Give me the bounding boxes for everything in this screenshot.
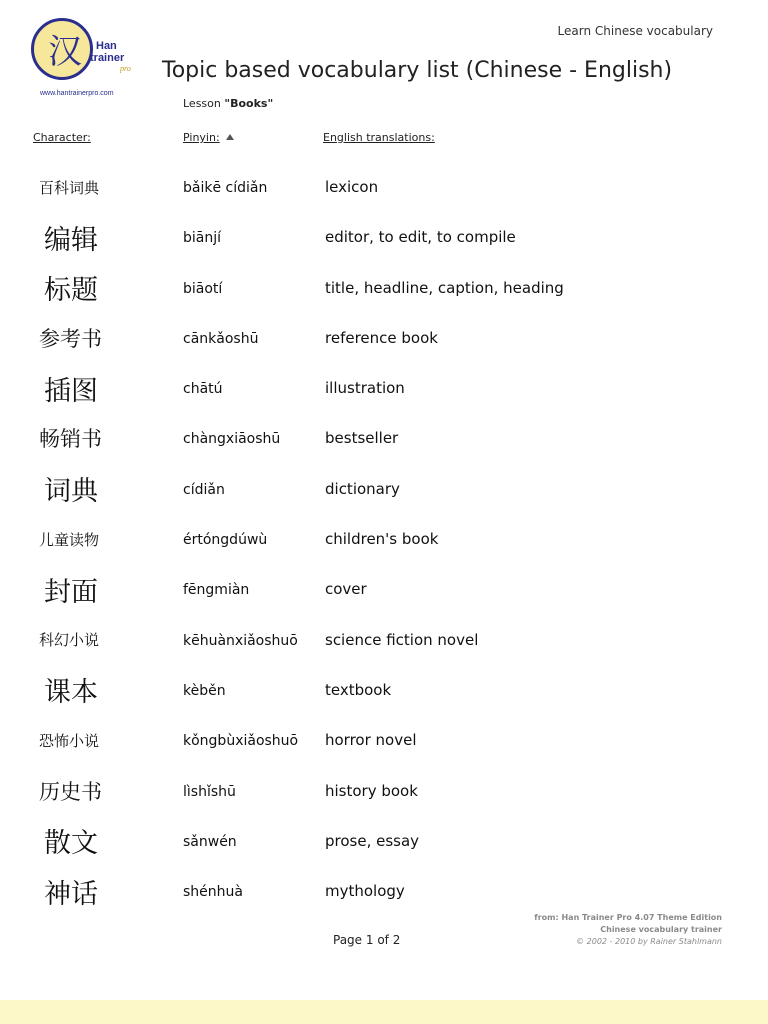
vocabulary-english: cover — [325, 580, 367, 599]
vocabulary-row — [0, 162, 768, 212]
vocabulary-pinyin: biānjí — [183, 230, 222, 247]
lesson-name: "Books" — [224, 97, 274, 110]
vocabulary-row — [0, 615, 768, 665]
vocabulary-pinyin: fēngmiàn — [183, 582, 250, 599]
vocabulary-pinyin: cānkǎoshū — [183, 330, 259, 347]
vocabulary-pinyin: bǎikē cídiǎn — [183, 180, 268, 196]
vocabulary-list — [0, 162, 768, 916]
vocabulary-row — [0, 363, 768, 413]
vocabulary-pinyin: shénhuà — [183, 884, 243, 901]
vocabulary-english: reference book — [325, 328, 438, 347]
column-header-english: English translations: — [323, 131, 435, 144]
vocabulary-row — [0, 715, 768, 765]
vocabulary-english: mythology — [325, 882, 405, 901]
logo-circle — [31, 18, 93, 80]
credit-line-copyright: © 2002 - 2010 by Rainer Stahlmann — [576, 937, 722, 946]
vocabulary-character: 词典 — [44, 476, 98, 508]
vocabulary-pinyin: chātú — [183, 381, 223, 398]
vocabulary-english: history book — [325, 781, 418, 800]
credit-line-source: from: Han Trainer Pro 4.07 Theme Edition — [534, 913, 722, 922]
lesson-prefix: Lesson — [183, 97, 225, 110]
credits — [534, 912, 722, 948]
vocabulary-character: 百科词典 — [39, 178, 100, 197]
credit-line-product: Chinese vocabulary trainer — [600, 925, 722, 934]
vocabulary-english: bestseller — [325, 429, 399, 448]
header-note: Learn Chinese vocabulary — [557, 24, 713, 38]
logo-text-trainer: trainer — [90, 52, 125, 64]
column-header-pinyin-label: Pinyin: — [183, 131, 220, 144]
vocabulary-row — [0, 413, 768, 463]
sort-ascending-icon — [226, 134, 234, 140]
logo-url: www.hantrainerpro.com — [40, 90, 114, 97]
column-header-pinyin — [183, 131, 234, 144]
vocabulary-character: 参考书 — [39, 326, 102, 351]
han-trainer-logo — [30, 18, 140, 102]
vocabulary-character: 儿童读物 — [39, 530, 100, 549]
vocabulary-english: title, headline, caption, heading — [325, 278, 564, 297]
logo-text-pro: pro — [120, 64, 131, 73]
vocabulary-pinyin: cídiǎn — [183, 481, 225, 498]
vocabulary-row — [0, 263, 768, 313]
vocabulary-row — [0, 866, 768, 916]
vocabulary-english: children's book — [325, 530, 439, 549]
bottom-band — [0, 1000, 768, 1024]
vocabulary-character: 插图 — [44, 375, 98, 407]
vocabulary-character: 科幻小说 — [39, 631, 100, 650]
column-header-character: Character: — [33, 131, 91, 144]
vocabulary-row — [0, 564, 768, 614]
vocabulary-english: illustration — [325, 379, 405, 398]
vocabulary-pinyin: kǒngbùxiǎoshuō — [183, 733, 299, 750]
vocabulary-character: 历史书 — [39, 779, 102, 804]
vocabulary-english: dictionary — [325, 479, 400, 498]
vocabulary-row — [0, 464, 768, 514]
vocabulary-row — [0, 665, 768, 715]
vocabulary-pinyin: értóngdúwù — [183, 532, 268, 549]
vocabulary-character: 恐怖小说 — [39, 731, 100, 750]
vocabulary-pinyin: sǎnwén — [183, 833, 237, 850]
lesson-label — [183, 97, 273, 110]
vocabulary-character: 畅销书 — [39, 427, 102, 452]
vocabulary-english: editor, to edit, to compile — [325, 228, 516, 247]
logo-text-han: Han — [96, 40, 117, 52]
page-number: Page 1 of 2 — [333, 933, 401, 947]
vocabulary-pinyin: lìshǐshū — [183, 783, 236, 800]
vocabulary-character: 标题 — [44, 275, 98, 307]
vocabulary-character: 封面 — [44, 576, 98, 608]
vocabulary-english: horror novel — [325, 731, 417, 750]
page-title: Topic based vocabulary list (Chinese - English) — [162, 58, 673, 83]
vocabulary-row — [0, 514, 768, 564]
vocabulary-english: textbook — [325, 680, 392, 699]
vocabulary-row — [0, 313, 768, 363]
vocabulary-character: 编辑 — [44, 224, 98, 256]
vocabulary-character: 散文 — [44, 828, 98, 860]
vocabulary-english: science fiction novel — [325, 630, 479, 649]
vocabulary-pinyin: biāotí — [183, 280, 223, 297]
vocabulary-pinyin: chàngxiāoshū — [183, 431, 281, 448]
vocabulary-pinyin: kēhuànxiǎoshuō — [183, 632, 298, 649]
vocabulary-english: prose, essay — [325, 831, 420, 850]
vocabulary-character: 神话 — [44, 878, 98, 910]
vocabulary-character: 课本 — [44, 677, 98, 709]
vocabulary-row — [0, 816, 768, 866]
vocabulary-pinyin: kèběn — [183, 682, 226, 699]
vocabulary-row — [0, 212, 768, 262]
vocabulary-row — [0, 766, 768, 816]
logo-character: 汉 — [48, 32, 82, 72]
vocabulary-english: lexicon — [325, 178, 379, 196]
